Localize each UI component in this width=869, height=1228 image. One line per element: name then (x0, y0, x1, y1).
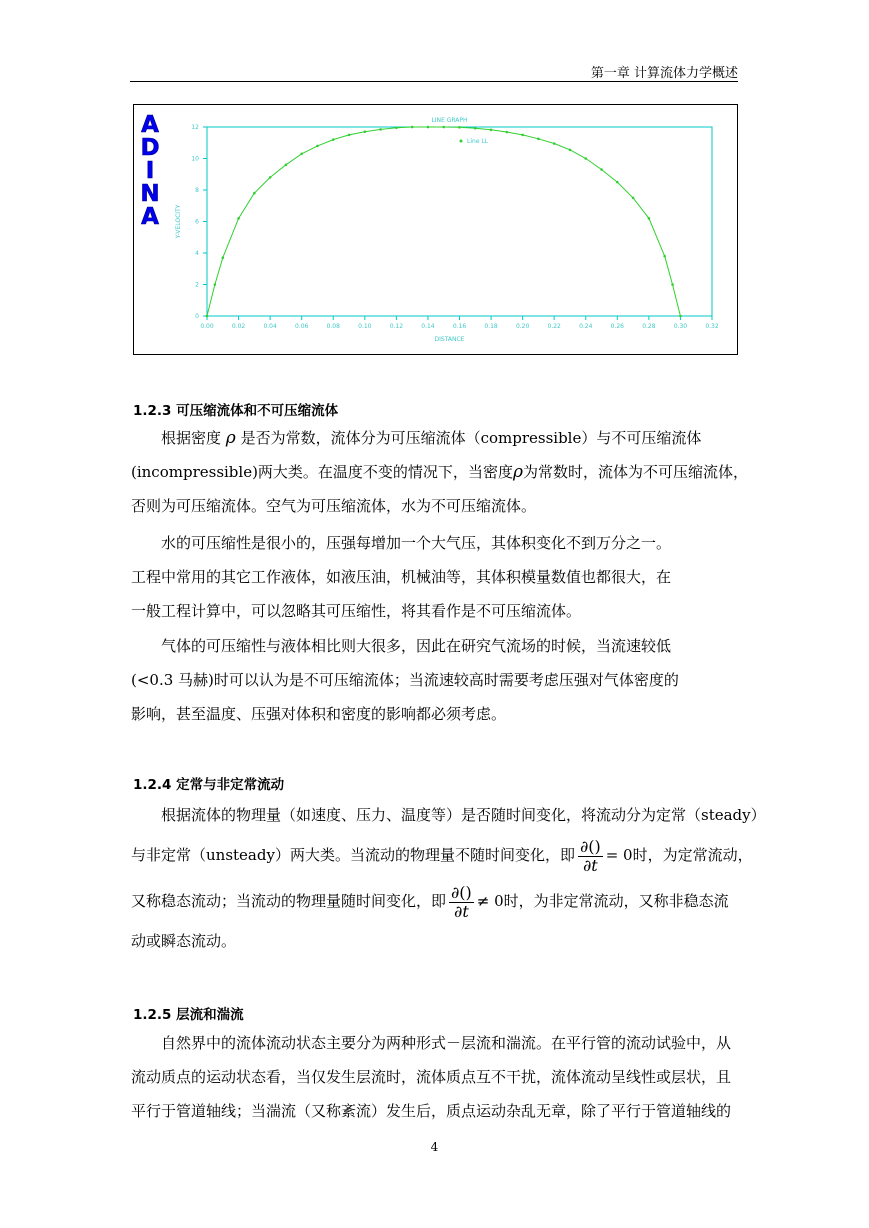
section-heading-1-2-4: 1.2.4 定常与非定常流动 (133, 777, 285, 793)
y-tick-label: 0 (195, 313, 199, 320)
data-point (300, 152, 303, 155)
data-point (332, 138, 335, 141)
x-axis-label: DISTANCE (434, 336, 465, 343)
paragraph-compressibility (131, 421, 748, 523)
data-point (506, 131, 509, 134)
data-point (616, 181, 619, 184)
adina-logo-letter: I (145, 158, 155, 184)
x-tick-label: 0.24 (579, 323, 593, 330)
paragraph-steady-flow (131, 798, 766, 958)
legend-label: Line LL (467, 138, 489, 145)
rho-symbol: ρ (512, 462, 523, 482)
data-point (221, 256, 224, 259)
text-line: 影响，甚至温度、压强对体积和密度的影响都必须考虑。 (131, 705, 507, 723)
running-header: 第一章 计算流体力学概述 (590, 66, 738, 81)
data-point (427, 126, 430, 129)
x-tick-label: 0.20 (515, 323, 530, 330)
x-tick-label: 0.28 (642, 323, 656, 330)
x-tick-label: 0.22 (547, 323, 561, 330)
data-point (411, 126, 414, 129)
header-rule (130, 81, 738, 82)
adina-line-graph-figure (133, 104, 738, 355)
chart-title: LINE GRAPH (431, 117, 468, 124)
data-point (458, 126, 461, 129)
data-point (584, 157, 587, 160)
x-tick-label: 0.02 (231, 323, 246, 330)
x-tick-label: 0.14 (421, 323, 435, 330)
y-tick-label: 6 (195, 218, 199, 226)
legend-marker (460, 140, 463, 143)
data-point (348, 134, 351, 137)
x-tick-label: 0.10 (358, 323, 372, 330)
adina-logo-letter: N (140, 181, 160, 207)
x-tick-label: 0.32 (705, 323, 719, 330)
x-tick-label: 0.06 (295, 323, 309, 330)
data-point (671, 283, 674, 286)
text-line: 又称稳态流动；当流动的物理量随时间变化，即 $\frac{\partial()}{\partial t}$ ≠ 0时，为非定常流动，又称非稳态流 (131, 882, 729, 921)
partial-derivative-fraction: $\frac{\partial()}{\partial t}$ (451, 882, 472, 921)
section-heading-1-2-5: 1.2.5 层流和湍流 (133, 1007, 244, 1023)
data-point (285, 164, 288, 167)
adina-logo-letter: A (141, 204, 159, 230)
data-point (206, 315, 209, 318)
data-point (663, 255, 666, 258)
rho-symbol: ρ (225, 428, 236, 448)
data-point (253, 192, 256, 195)
text-line: (<0.3 马赫)时可以认为是不可压缩流体；当流速较高时需要考虑压强对气体密度的 (131, 671, 679, 689)
text-line: 气体的可压缩性与液体相比则大很多，因此在研究气流场的时候，当流速较低 (161, 637, 672, 655)
partial-derivative-fraction: $\frac{\partial()}{\partial t}$ (579, 836, 601, 875)
text-line: 否则为可压缩流体。空气为可压缩流体，水为不可压缩流体。 (131, 497, 537, 515)
data-point (395, 126, 398, 129)
text-line: 水的可压缩性是很小的，压强每增加一个大气压，其体积变化不到万分之一。 (161, 534, 672, 552)
text-line: 根据密度 ρ 是否为常数，流体分为可压缩流体（compressible）与不可压缩流体 (161, 428, 702, 448)
adina-logo-letter: D (140, 135, 160, 161)
y-tick-label: 4 (195, 250, 199, 257)
data-point (569, 149, 572, 152)
data-point (316, 145, 319, 148)
x-tick-label: 0.16 (452, 323, 467, 330)
y-axis-label: Y-VELOCITY (175, 204, 182, 239)
data-point (553, 142, 556, 145)
data-point (648, 217, 651, 220)
data-point (364, 130, 367, 133)
adina-logo-letter: A (141, 112, 159, 138)
text-line: 流动质点的运动状态看，当仅发生层流时，流体质点互不干扰，流体流动呈线性或层状，且 (131, 1068, 732, 1086)
data-point (632, 197, 635, 200)
y-tick-label: 8 (195, 187, 199, 194)
data-point (214, 283, 217, 286)
paragraph-laminar-turbulent (131, 1026, 739, 1128)
data-point (379, 128, 382, 131)
text-line: 根据流体的物理量（如速度、压力、温度等）是否随时间变化，将流动分为定常（steady） (161, 806, 766, 824)
series-line (207, 127, 680, 316)
data-point (600, 168, 603, 171)
text-line: 与非定常（unsteady）两大类。当流动的物理量不随时间变化，即 $\frac{\partial()}{\partial t}$ = 0时，为定常流动， (131, 836, 753, 875)
paragraph-water-compressibility (131, 526, 739, 628)
x-tick-label: 0.08 (326, 323, 340, 330)
line-graph-svg (134, 105, 737, 354)
plot-frame (207, 127, 712, 316)
y-tick-label: 10 (191, 155, 199, 163)
x-tick-label: 0.18 (484, 323, 498, 330)
data-point (537, 138, 540, 141)
y-tick-label: 12 (191, 124, 199, 131)
data-point (490, 129, 493, 132)
text-line: 自然界中的流体流动状态主要分为两种形式－层流和湍流。在平行管的流动试验中，从 (161, 1034, 732, 1052)
x-tick-label: 0.30 (673, 323, 688, 330)
data-point (679, 315, 682, 318)
x-tick-label: 0.04 (263, 323, 277, 330)
text-line: 工程中常用的其它工作液体，如液压油，机械油等，其体积模量数值也都很大，在 (131, 568, 672, 586)
data-point (521, 134, 524, 137)
x-tick-label: 0.00 (200, 323, 214, 330)
section-heading-1-2-3: 1.2.3 可压缩流体和不可压缩流体 (133, 403, 339, 419)
data-point (442, 126, 445, 129)
data-point (474, 127, 477, 130)
x-tick-label: 0.12 (389, 323, 404, 330)
page-number: 4 (430, 1140, 439, 1154)
data-point (269, 176, 272, 179)
text-line: 平行于管道轴线；当湍流（又称紊流）发生后，质点运动杂乱无章，除了平行于管道轴线的 (131, 1102, 732, 1120)
text-line: (incompressible)两大类。在温度不变的情况下，当密度ρ为常数时，流体为不可压缩流体， (131, 462, 748, 482)
x-tick-label: 0.26 (610, 323, 624, 330)
y-tick-label: 2 (195, 281, 199, 289)
text-line: 动或瞬态流动。 (131, 932, 237, 950)
data-point (237, 217, 240, 220)
paragraph-gas-compressibility (131, 629, 739, 731)
text-line: 一般工程计算中，可以忽略其可压缩性，将其看作是不可压缩流体。 (131, 602, 582, 620)
